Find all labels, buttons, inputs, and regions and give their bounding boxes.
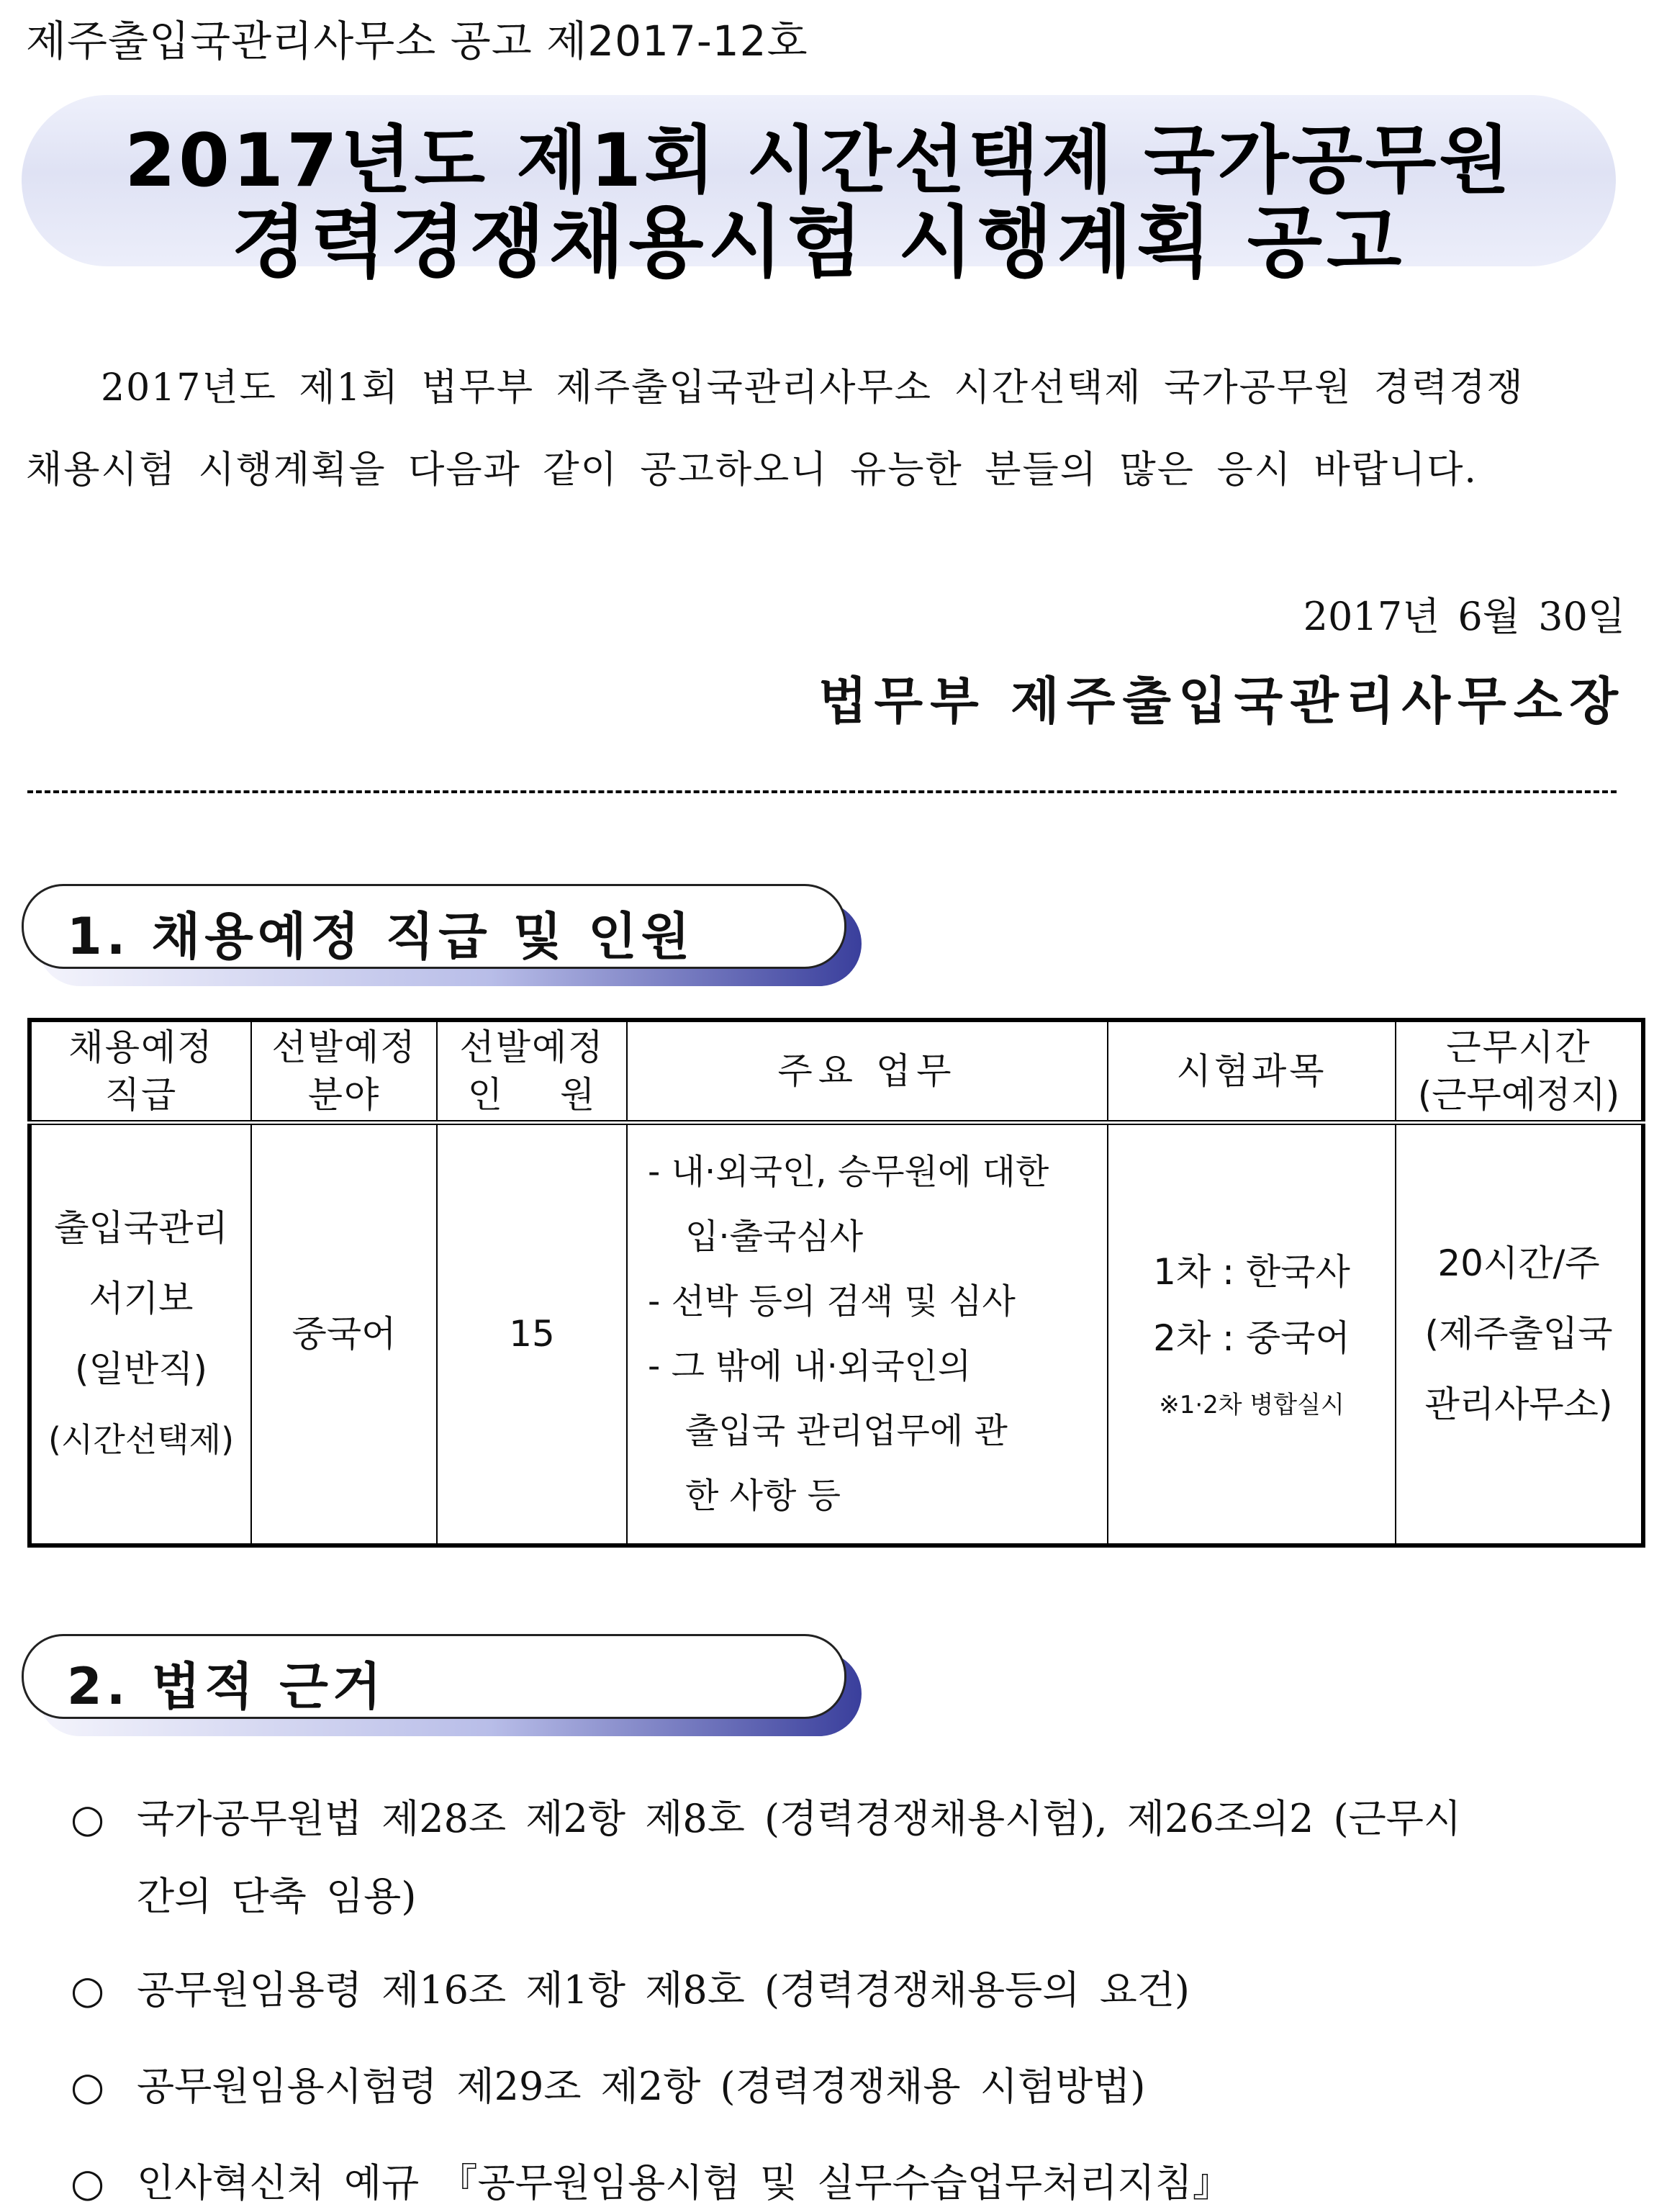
subject-line-1: 1차 : 한국사 [1153, 1251, 1350, 1294]
section-2-title: 2. 법적 근거 [67, 1657, 386, 1716]
header-hours-line-1: 근무시간 [1446, 1026, 1591, 1068]
issuer-signature: 법무부 제주출입국관리사무소장 [818, 672, 1625, 731]
legal-basis-text: 인사혁신처 예규 『공무원임용시험 및 실무수습업무처리지침』 [137, 2160, 1232, 2206]
cell-subjects [1108, 1122, 1396, 1545]
header-hours [1396, 1020, 1643, 1122]
duty-line-3: - 선박 등의 검색 및 심사 [648, 1281, 1016, 1322]
header-field-line-2: 분야 [307, 1073, 381, 1116]
intro-paragraph-line-2: 채용시험 시행계획을 다음과 같이 공고하오니 유능한 분들의 많은 응시 바랍니다. [26, 448, 1478, 492]
circle-bullet-icon: ○ [71, 1796, 105, 1841]
duty-line-2: 입·출국심사 [685, 1216, 864, 1258]
header-subjects-label: 시험과목 [1176, 1049, 1327, 1092]
header-count-line-1: 선발예정 [459, 1026, 605, 1068]
cell-hours [1396, 1122, 1643, 1545]
duty-line-4: - 그 밖에 내·외국인의 [648, 1346, 972, 1387]
heading-box [22, 884, 846, 969]
grade-line-4: (시간선택제) [48, 1420, 235, 1460]
notice-number: 제주출입국관리사무소 공고 제2017-12호 [26, 17, 808, 66]
title-banner [22, 95, 1616, 288]
grade-line-1: 출입국관리 [54, 1207, 228, 1250]
count-value: 15 [509, 1313, 555, 1355]
table-row [30, 1122, 1643, 1545]
cell-field [251, 1122, 437, 1545]
circle-bullet-icon: ○ [71, 1967, 105, 2013]
header-grade [30, 1020, 251, 1122]
subjects-note: ※1·2차 병합실시 [1159, 1391, 1345, 1420]
legal-basis-item [71, 1959, 1190, 2015]
table-header-row [30, 1020, 1643, 1122]
hours-line-3: 관리사무소) [1424, 1383, 1613, 1426]
heading-box [22, 1634, 846, 1719]
grade-line-3: (일반직) [75, 1348, 207, 1391]
cell-grade [30, 1122, 251, 1545]
legal-basis-text: 국가공무원법 제28조 제2항 제8호 (경력경쟁채용시험), 제26조의2 (근무시 [137, 1796, 1462, 1841]
cell-duties [627, 1122, 1108, 1545]
circle-bullet-icon: ○ [71, 2160, 105, 2206]
notice-date: 2017년 6월 30일 [1303, 594, 1625, 639]
legal-basis-text: 간의 단축 임용) [137, 1874, 417, 1919]
title-line-1: 2017년도 제1회 시간선택제 국가공무원 [125, 118, 1513, 204]
legal-basis-item [71, 2056, 1145, 2111]
legal-basis-item [71, 2152, 1232, 2208]
grade-line-2: 서기보 [89, 1278, 194, 1320]
header-grade-line-2: 직급 [104, 1073, 178, 1116]
header-field [251, 1020, 437, 1122]
title-line-2: 경력경쟁채용시험 시행계획 공고 [231, 198, 1406, 288]
header-hours-line-2: (근무예정지) [1417, 1073, 1620, 1116]
section-1-title: 1. 채용예정 직급 및 인원 [67, 907, 695, 966]
header-count-line-2: 인 원 [467, 1073, 597, 1116]
section-1-heading [22, 884, 864, 988]
section-2-heading [22, 1634, 864, 1738]
dashed-separator [27, 790, 1617, 793]
field-value: 중국어 [292, 1313, 397, 1355]
intro-paragraph-line-1: 2017년도 제1회 법무부 제주출입국관리사무소 시간선택제 국가공무원 경력경쟁 [101, 366, 1524, 410]
legal-basis-text: 공무원임용령 제16조 제1항 제8호 (경력경쟁채용등의 요건) [137, 1967, 1190, 2013]
duty-line-5: 출입국 관리업무에 관 [685, 1411, 1008, 1452]
header-duties [627, 1020, 1108, 1122]
circle-bullet-icon: ○ [71, 2064, 105, 2109]
header-duties-label: 주요 업무 [777, 1049, 957, 1092]
duty-line-6: 한 사항 등 [685, 1476, 841, 1517]
legal-basis-item-continuation [137, 1866, 416, 1921]
legal-basis-item [71, 1788, 1461, 1843]
header-field-line-1: 선발예정 [271, 1026, 417, 1068]
hours-line-1: 20시간/주 [1437, 1242, 1600, 1285]
header-subjects [1108, 1020, 1396, 1122]
cell-count [437, 1122, 627, 1545]
duty-line-1: - 내·외국인, 승무원에 대한 [648, 1152, 1049, 1193]
hours-line-2: (제주출입국 [1424, 1313, 1613, 1355]
subject-line-2: 2차 : 중국어 [1153, 1317, 1350, 1360]
legal-basis-text: 공무원임용시험령 제29조 제2항 (경력경쟁채용 시험방법) [137, 2064, 1146, 2109]
positions-table [27, 1018, 1645, 1548]
header-grade-line-1: 채용예정 [68, 1026, 214, 1068]
header-count [437, 1020, 627, 1122]
